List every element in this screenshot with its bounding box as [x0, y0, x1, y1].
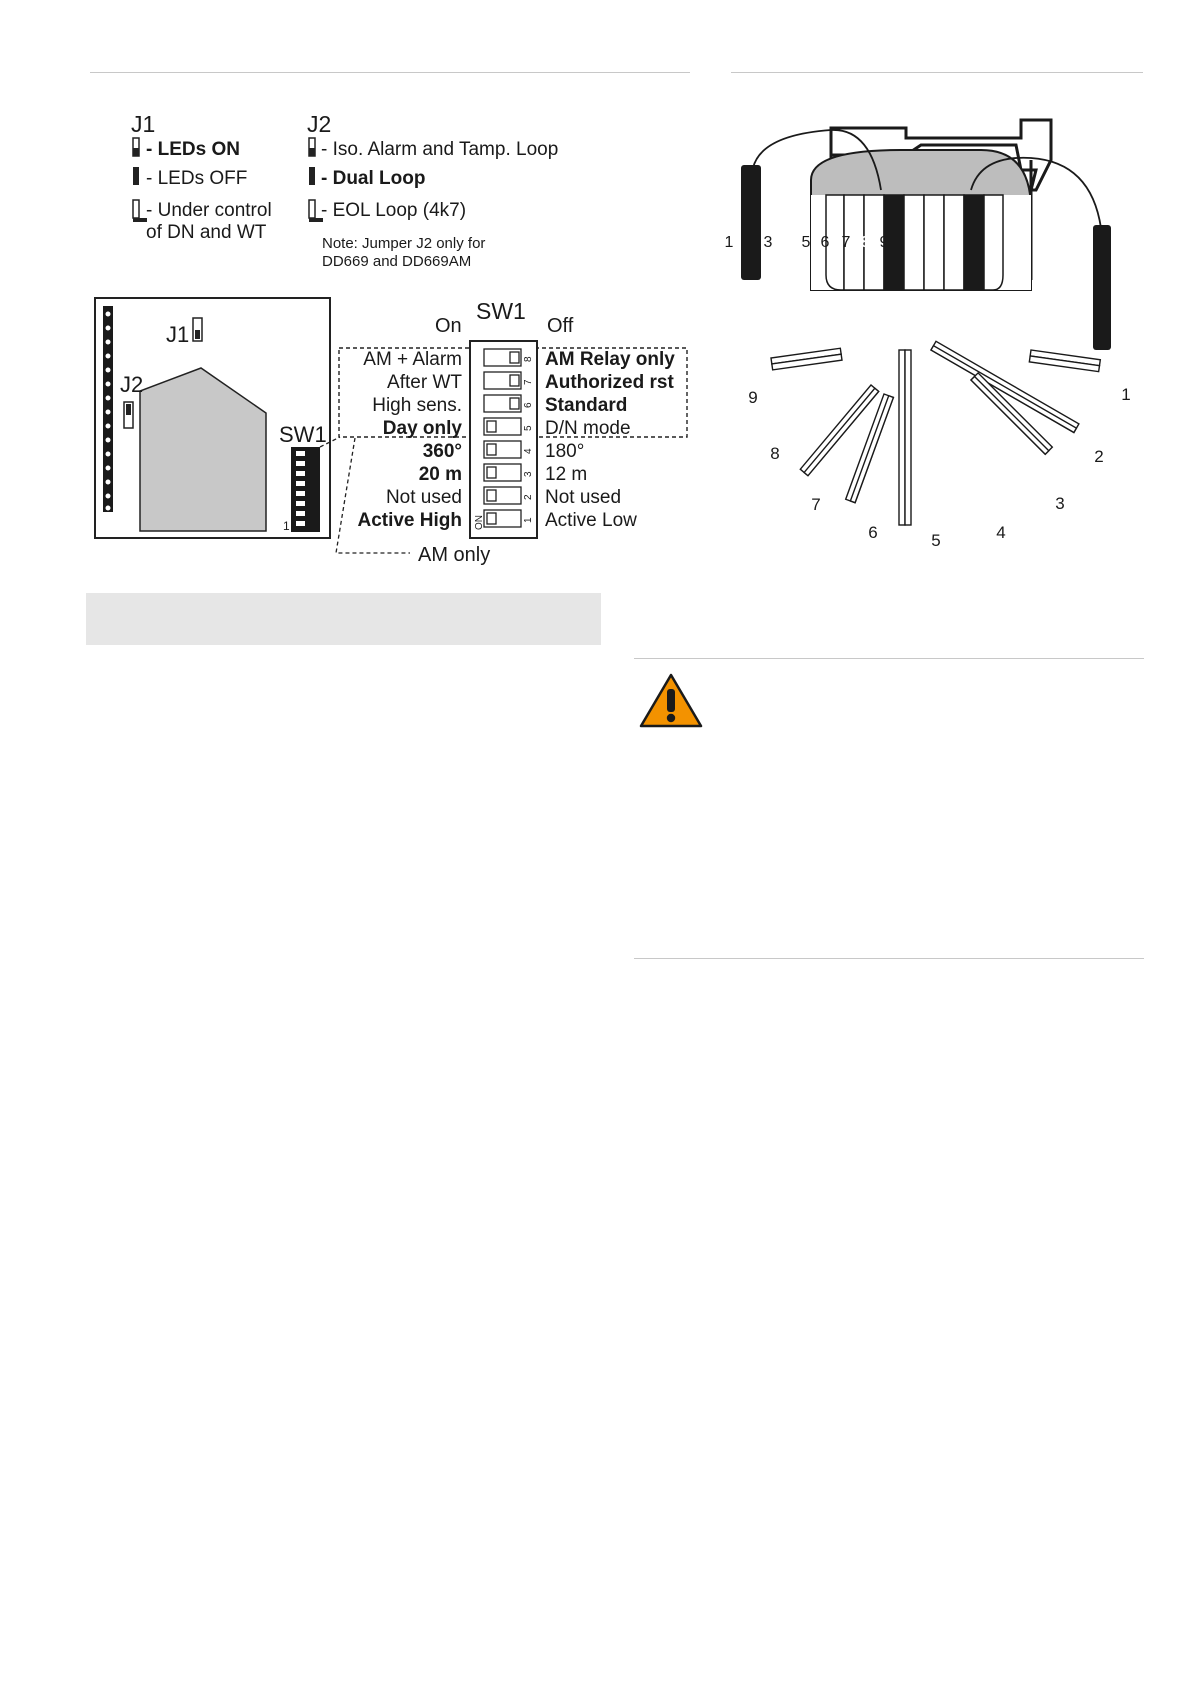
top-rule-right: [731, 72, 1143, 73]
pcb-sw1-switch: [291, 447, 320, 532]
sw1-body: [470, 341, 537, 538]
lens-fan-label: 6: [868, 523, 878, 542]
pcb-j2-label: J2: [120, 372, 144, 397]
lens-strips: [826, 195, 1003, 290]
caution-rule-bottom: [634, 958, 1144, 959]
sw1-position-number: 3: [523, 471, 534, 477]
section-heading-band: [86, 593, 601, 645]
lens-segment-number: 9: [879, 234, 889, 251]
sw1-position-number: 5: [523, 425, 534, 431]
lens-segment-diagram: [724, 100, 1191, 580]
connector-pins: [106, 312, 111, 511]
sw1-toggle-knob: [487, 490, 496, 501]
jumper-switch-diagram: [0, 0, 700, 580]
j1-control-jumper: [133, 200, 139, 218]
lens-fan-label: 3: [1055, 494, 1065, 513]
lens-segment-number: 7: [841, 234, 851, 251]
caution-rule-top: [634, 658, 1144, 659]
lens-segment-number: 1: [724, 234, 734, 251]
sw1-on-setting: After WT: [387, 372, 462, 393]
lens-fan-label: 5: [931, 531, 941, 550]
j2-dual-label: - Dual Loop: [321, 168, 426, 189]
sw1-position-number: 8: [523, 356, 534, 362]
j2-eol-label: - EOL Loop (4k7): [321, 200, 467, 221]
sw1-toggle-knob: [487, 444, 496, 455]
j2-eol-jumper: [309, 200, 315, 218]
sw1-off-header: Off: [547, 315, 574, 337]
sw1-on-setting: AM + Alarm: [363, 349, 462, 370]
sw1-toggle-knob: [487, 513, 496, 524]
sw1-on-setting: Not used: [385, 487, 462, 508]
sw1-position-number: 2: [523, 494, 534, 500]
j1-under-control-label: - Under control: [146, 200, 272, 221]
warning-triangle-icon: [638, 672, 704, 730]
j1-led-off-jumper: [133, 167, 139, 185]
pcb-j1-label: J1: [166, 322, 190, 347]
j1-leds-on-label: - LEDs ON: [146, 139, 240, 160]
sw1-on-setting: High sens.: [372, 395, 462, 416]
sw1-toggle-knob: [510, 398, 519, 409]
sw1-off-setting: 180°: [545, 441, 585, 462]
lens-segment-number: 8: [860, 234, 870, 251]
j2-note-line2: DD669 and DD669AM: [322, 253, 472, 270]
j2-iso-label: - Iso. Alarm and Tamp. Loop: [321, 139, 559, 160]
sw1-toggle-knob: [510, 375, 519, 386]
lens-left-pad: [741, 165, 761, 280]
sw1-toggle-knob: [510, 352, 519, 363]
sw1-toggle-knob: [487, 467, 496, 478]
j2-note-line1: Note: Jumper J2 only for: [322, 235, 486, 252]
pcb-sw1-label: SW1: [279, 422, 327, 447]
sw1-on-header: On: [435, 315, 462, 337]
sw1-off-setting: Standard: [545, 395, 628, 416]
sw1-on-marker: ON: [474, 515, 485, 530]
j2-title: J2: [307, 111, 332, 137]
lens-right-pad: [1093, 225, 1111, 350]
sw1-off-setting: Active Low: [545, 510, 637, 531]
pcb-pin-one: 1: [283, 519, 290, 533]
am-only-label: AM only: [418, 544, 491, 566]
sw1-off-setting: Authorized rst: [545, 372, 674, 393]
sw1-on-setting: 360°: [422, 441, 462, 462]
sw1-position-number: 7: [523, 379, 534, 385]
lens-fan-label: 8: [770, 444, 780, 463]
sw1-position-number: 1: [523, 517, 534, 523]
j1-leds-off-label: - LEDs OFF: [146, 168, 248, 189]
sw1-off-setting: 12 m: [545, 464, 588, 485]
j2-dual-jumper: [309, 167, 315, 185]
sw1-off-setting: AM Relay only: [545, 349, 675, 370]
sw1-position-number: 4: [523, 448, 534, 454]
sw1-off-setting: D/N mode: [545, 418, 631, 439]
sw1-on-setting: Active High: [357, 510, 462, 531]
sw1-toggle-knob: [487, 421, 496, 432]
sw1-title: SW1: [476, 298, 526, 324]
sw1-on-setting: Day only: [382, 418, 462, 439]
j1-title: J1: [131, 111, 156, 137]
j1-dn-wt-label: of DN and WT: [146, 222, 267, 243]
lens-segment-number: 4: [782, 234, 792, 251]
lens-fan-label: 7: [811, 495, 821, 514]
lens-fan-label: 2: [1094, 447, 1104, 466]
lens-segment-number: 5: [801, 234, 811, 251]
lens-fan-label: 9: [748, 388, 758, 407]
sw1-on-setting: 20 m: [418, 464, 462, 485]
sw1-off-setting: Not used: [545, 487, 622, 508]
lens-segment-number: 6: [820, 234, 830, 251]
sw1-position-number: 6: [523, 402, 534, 408]
lens-fan-label: 1: [1121, 385, 1131, 404]
lens-fan-label: 4: [996, 523, 1006, 542]
lens-segment-number: 3: [763, 234, 773, 251]
